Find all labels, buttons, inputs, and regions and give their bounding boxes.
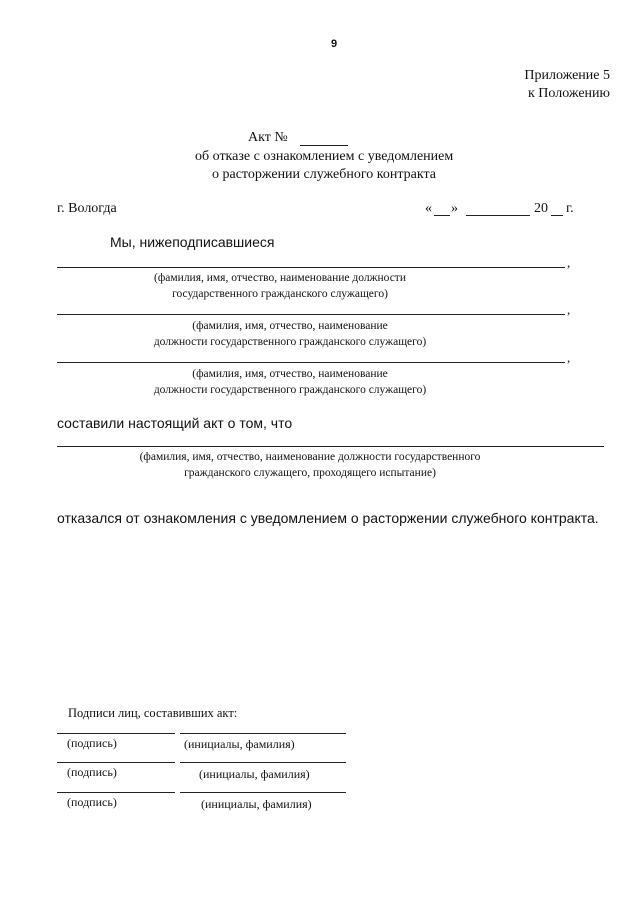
subject-caption xyxy=(95,449,525,481)
act-title xyxy=(248,130,288,146)
intro-text: Мы, нижеподписавшиеся xyxy=(110,234,275,250)
signer-2-caption-line2: должности государственного гражданского служащего) xyxy=(153,336,427,348)
signer-1-caption xyxy=(110,270,450,302)
signature-row-1-name-line xyxy=(180,733,346,734)
signer-1-comma: , xyxy=(567,255,571,270)
signature-row-3-name-line xyxy=(180,792,346,793)
date-year-suffix: г. xyxy=(566,201,574,216)
signature-row-1-name: (инициалы, фамилия) xyxy=(184,737,295,751)
signer-2-line xyxy=(57,314,565,315)
signature-row-1-sign-line xyxy=(57,733,175,734)
signer-3-caption xyxy=(120,366,460,398)
signature-row-2-name-line xyxy=(180,762,346,763)
signature-row-1-sign: (подпись) xyxy=(67,736,117,750)
signature-row-2-sign: (подпись) xyxy=(67,765,117,779)
signer-3-line xyxy=(57,362,565,363)
appendix-line2: к Положению xyxy=(527,86,610,101)
signer-1-caption-line2: государственного гражданского служащего) xyxy=(172,288,388,300)
subject-caption-line2: гражданского служащего, проходящего испытание) xyxy=(184,467,436,479)
signer-2-caption-line1: (фамилия, имя, отчество, наименование xyxy=(192,320,388,332)
subject-caption-line1: (фамилия, имя, отчество, наименование должности государственного xyxy=(139,451,481,463)
date-year-blank xyxy=(551,215,563,216)
signer-1-caption-line1: (фамилия, имя, отчество, наименование должности xyxy=(154,272,406,284)
date-year-prefix: 20 xyxy=(534,201,548,216)
place: г. Вологда xyxy=(57,201,117,216)
title-line3: о расторжении служебного контракта xyxy=(212,167,436,182)
composed-text: составили настоящий акт о том, что xyxy=(57,415,293,431)
signer-3-caption-line2: должности государственного гражданского служащего) xyxy=(153,384,427,396)
signatures-heading: Подписи лиц, составивших акт: xyxy=(68,706,238,720)
signer-2-caption xyxy=(120,318,460,350)
title-line2: об отказе с ознакомлением с уведомлением xyxy=(195,149,454,164)
signer-3-caption-line1: (фамилия, имя, отчество, наименование xyxy=(192,368,388,380)
refused-text: отказался от ознакомления с уведомлением о расторжении служебного контракта. xyxy=(57,510,599,526)
date-quote-close: » xyxy=(451,201,458,216)
signer-2-comma: , xyxy=(567,302,571,317)
signature-row-2-sign-line xyxy=(57,762,175,763)
signature-row-3-name: (инициалы, фамилия) xyxy=(201,797,312,811)
act-label: Акт № xyxy=(248,130,288,145)
act-number-blank xyxy=(300,145,348,146)
signer-3-comma: , xyxy=(567,350,571,365)
appendix-line1: Приложение 5 xyxy=(524,68,610,83)
signature-row-2-name: (инициалы, фамилия) xyxy=(199,767,310,781)
date-quote-open: « xyxy=(425,201,432,216)
signature-row-3-sign: (подпись) xyxy=(67,795,117,809)
subject-line xyxy=(57,446,604,447)
date-month-blank xyxy=(466,215,530,216)
page-number: 9 xyxy=(331,38,338,50)
signer-1-line xyxy=(57,267,565,268)
date-day-blank xyxy=(434,215,450,216)
signature-row-3-sign-line xyxy=(57,792,175,793)
